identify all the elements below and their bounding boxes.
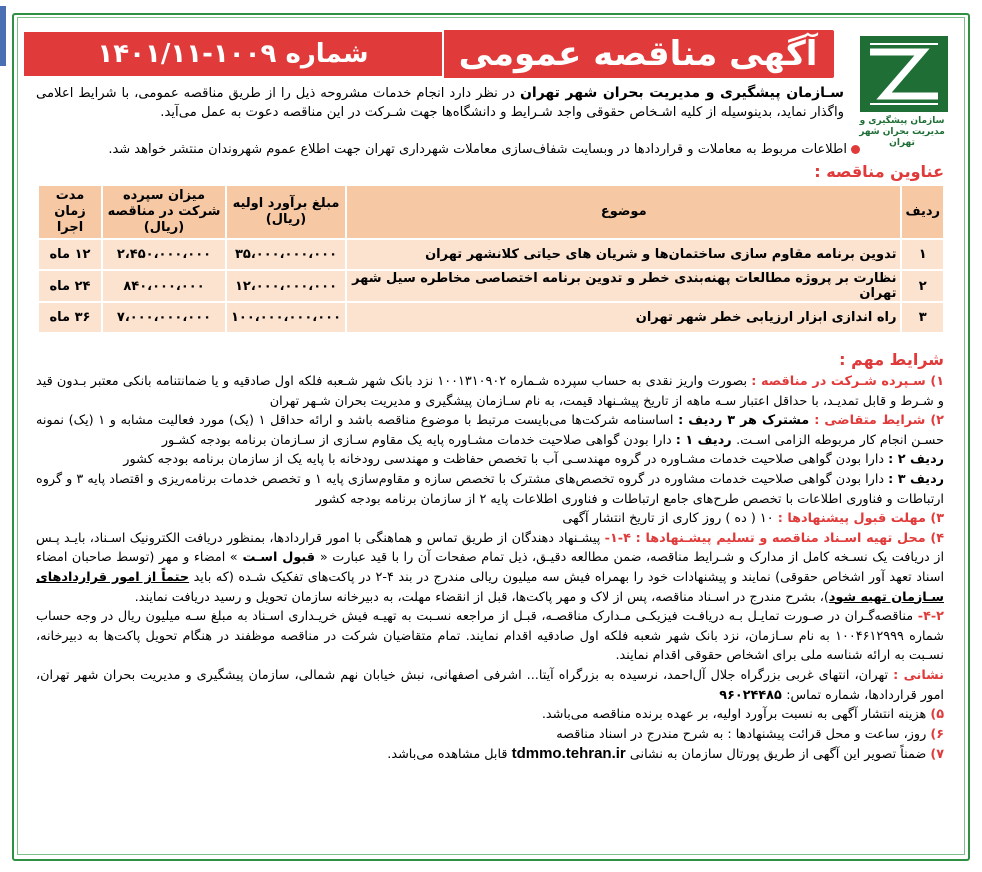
logo-caption-line2: مدیریت بحران شهر تهران	[859, 127, 945, 148]
row-number: ۱	[902, 240, 943, 269]
row-deposit: ۲،۴۵۰،۰۰۰،۰۰۰	[103, 240, 225, 269]
condition-address	[36, 666, 944, 705]
logo-caption	[856, 116, 948, 149]
table-row	[39, 271, 943, 301]
condition-4-1-text3: )، بشرح مندرج در اسـناد مناقصه، پس از لاک و مهر پاکت‌ها، قبل از انقضاء مهلت، به دبیرخانه سازمان تحویل و رسید دریافت نمایند.	[134, 589, 829, 605]
row-estimate: ۱۲،۰۰۰،۰۰۰،۰۰۰	[227, 271, 345, 301]
condition-address-text: تهران، انتهای غربی بزرگراه جلال آل‌احمد، نرسیده به بزرگراه آیتا... اشرفی اصفهانی، نبش خیابان نهم شمالی، سازمان پیشگیری و مدیریت بحران شهر تهران، امور قراردادها، شماره تماس:	[36, 667, 944, 703]
condition-row2	[36, 450, 944, 470]
condition-4-2-text: مناقصه‌گـران در صـورت تمایـل بـه دریافـت فیزیکـی مـدارک مناقصـه، قبـل از مراجعه نسـبت به تهیـه فیش خریـداری اسـناد به مبلغ سـه میلیون ریال در وجه حساب شماره ۱۰۰۴۶۱۲۹۹۹ به نام سـازمان، نزد بانک شهر شعبه فلکه اول صادقیه اقدام نمایند. تمام متقاضیان شرکت در مناقصه موظفند در هنگام تحویل پاکت‌ها به دبیرخانه، نسـبت به ارائه شناسه ملی برای اشخاص حقوقی اقدام نمایند.	[36, 609, 944, 664]
intro-text: در نظر دارد انجام خدمات مشروحه ذیل را از طریق مناقصه عمومی، با شرایط اعلامی واگذار نماید، بدینوسیله از کلیه اشـخاص حقوقی واجد شـرایط و دانشگاه‌ها جهت شـرکت در این مناقصه دعوت به عمل می‌آید.	[36, 86, 844, 120]
condition-portal-text2: قابل مشاهده می‌باشد.	[387, 747, 512, 763]
condition-4-1-text: پیشـنهاد دهندگان از طریق تماس و هماهنگی با امور قراردادها، بمنظور دریافت الکترونیک اسـناد، بایـد پـس از دریافت یک نسـخه کامل از مدارک و شـرایط مناقصه، ضمن مطالعه دقیـق، ذیل تمام صفحات آن را با قید عبارت «	[36, 530, 944, 566]
table-row	[39, 303, 943, 332]
organization-logo	[856, 36, 948, 148]
organization-name: سـازمان پیشگیری و مدیریت بحران شهر تهران	[519, 85, 844, 101]
title-banner	[24, 30, 834, 78]
row-duration: ۱۲ ماه	[39, 240, 101, 269]
condition-4-1-underlined: حتماً از امور قراردادهای سـازمان تهیه شود	[36, 569, 944, 605]
row-estimate: ۱۰۰،۰۰۰،۰۰۰،۰۰۰	[227, 303, 345, 332]
condition-cost-text: هزینه انتشار آگهی به نسبت برآورد اولیه، بر عهده برنده مناقصه می‌باشد.	[541, 707, 931, 723]
condition-cost	[36, 705, 944, 725]
table-row	[39, 240, 943, 269]
condition-deadline-text: ۱۰ ( ده ) روز کاری از تاریخ انتشار آگهی	[562, 511, 778, 527]
condition-row3-label: ردیف ۳ :	[888, 471, 945, 487]
row-subject: تدوین برنامه مقاوم سازی ساختمان‌ها و شریان های حیاتی کلانشهر تهران	[347, 240, 900, 269]
title-separator	[442, 30, 444, 78]
intro-paragraph	[36, 84, 844, 122]
condition-deposit	[36, 372, 944, 411]
table-header-row	[39, 186, 943, 238]
page-edge-strip	[0, 6, 6, 66]
condition-row3	[36, 470, 944, 509]
condition-row1-label: ردیف ۱ :	[675, 432, 737, 448]
header-subject: موضوع	[347, 186, 900, 238]
portal-url[interactable]: tdmmo.tehran.ir	[511, 745, 626, 763]
transparency-note-text: اطلاعات مربوط به معاملات و قراردادها در وبسایت شفاف‌سازی معاملات شهرداری تهران جهت اطلاع عموم شهروندان منتشر خواهد شد.	[108, 142, 847, 157]
condition-address-label: نشانی :	[893, 667, 944, 683]
condition-portal-label: ۷)	[930, 747, 944, 763]
condition-row2-label: ردیف ۲ :	[888, 452, 944, 468]
condition-row2-text: دارا بودن گواهی صلاحیت خدمات مشـاوره در گروه مهندسـی آب با تخصص حفاظت و مهندسی رودخانه با پایه یک از سازمان برنامه بودجه کشور	[123, 452, 889, 468]
zigzag-z-logo-icon	[860, 36, 948, 112]
row-subject: نظارت بر پروژه مطالعات پهنه‌بندی خطر و تدوین برنامه اختصاصی مخاطره سیل شهر تهران	[347, 271, 900, 301]
condition-deposit-label: ۱) سـپرده شـرکت در مناقصه :	[751, 374, 944, 389]
conditions-section-title: شرایط مهم :	[839, 350, 944, 369]
condition-applicant-label: ۲) شرایط متقاضی :	[814, 413, 944, 429]
condition-portal	[36, 744, 944, 765]
condition-4-2-label: ۴-۲-	[917, 609, 944, 625]
tenders-section-title: عناوین مناقصه :	[814, 162, 944, 181]
condition-phone: ۹۶۰۲۴۴۸۵	[719, 687, 787, 703]
red-bullet-icon	[851, 145, 860, 154]
condition-cost-label: ۵)	[930, 707, 944, 723]
row-estimate: ۳۵،۰۰۰،۰۰۰،۰۰۰	[227, 240, 345, 269]
row-duration: ۲۴ ماه	[39, 271, 101, 301]
header-deposit: میزان سپرده شرکت در مناقصه (ریال)	[103, 186, 225, 238]
condition-opening	[36, 725, 944, 745]
transparency-note	[36, 141, 860, 159]
condition-opening-label: ۶)	[930, 726, 944, 742]
condition-row1-text: دارا بودن گواهی صلاحیت خدمات مشـاوره پایه یک مقاوم سـازی از سـازمان برنامه بودجه کشـور	[161, 432, 676, 448]
condition-4-1-text2: » امضاء و مهر (توسط صاحبان امضاء اسناد تعهد آور اشخاص حقوقی) نمایند و پیشنهادات خود را بهمراه فیش سه میلیون ریالی مندرج در بند ۴-۲ در پاکت‌های تفکیک شـده (که باید	[36, 550, 944, 585]
header-estimate: مبلغ برآورد اولیه (ریال)	[227, 186, 345, 238]
tender-number: شماره ۱۰۰۹-۱۴۰۱/۱۱	[24, 32, 442, 76]
row-subject: راه اندازی ابزار ارزیابی خطر شهر تهران	[347, 303, 900, 332]
conditions-list	[36, 372, 944, 765]
condition-accept-phrase: قبول اسـت	[237, 550, 320, 566]
row-deposit: ۷،۰۰۰،۰۰۰،۰۰۰	[103, 303, 225, 332]
announcement-title: آگهی مناقصه عمومی	[442, 30, 834, 78]
condition-applicant-text: اساسنامه شرکت‌ها می‌بایست مرتبط با موضوع مناقصه باشد و ارائه حداقل ۱ (یک) مورد فعالیت مشابه و ۱ (یک) نمونه حسـن انجام کار مربوطه الزامی اسـت.	[36, 413, 944, 448]
tender-table	[37, 184, 945, 334]
condition-documents	[36, 529, 944, 607]
condition-applicant	[36, 411, 944, 450]
row-number: ۲	[902, 271, 943, 301]
condition-row3-text: دارا بودن گواهی صلاحیت خدمات مشاوره در گروه تخصص‌های مشترک با تخصص سازه و مقاوم‌سازی پایه ۱ و تخصص خدمات برنامه‌ریزی و اقتصاد پایه ۳ و گروه ارتباطات و فناوری اطلاعات با تخصص طرح‌های جامع ارتباطات و فناوری اطلاعات پایه ۲ از سازمان برنامه بودجه کشور	[36, 471, 944, 507]
condition-deadline	[36, 509, 944, 529]
condition-opening-text: روز، ساعت و محل قرائت پیشنهادها : به شرح مندرج در اسناد مناقصه	[556, 726, 931, 742]
row-number: ۳	[902, 303, 943, 332]
row-deposit: ۸۴۰،۰۰۰،۰۰۰	[103, 271, 225, 301]
condition-deposit-text: بصورت واریز نقدی به حساب سپرده شـماره ۱۰۰۱۳۱۰۹۰۲ نزد بانک شهر شـعبه فلکه اول صادقیه و یا ضمانتنامه بانکی معتبر بـدون قید و شـرط و قابل تمدیـد، با حداقل اعتبار سـه ماهه از تاریخ پیشـنهاد قیمت، به نام سـازمان پیشگیری و مدیریت بحران شـهر تهران	[36, 374, 944, 409]
condition-4-1-label: ۴-۱-	[604, 530, 636, 546]
condition-deadline-label: ۳) مهلت قبول پیشنهادها :	[777, 511, 944, 527]
condition-portal-text: ضمناً تصویر این آگهی از طریق پورتال سازمان به نشانی	[625, 747, 931, 763]
condition-4-2	[36, 607, 944, 666]
logo-caption-line1: سازمان پیشگیری و	[859, 116, 945, 126]
header-duration: مدت زمان اجرا	[39, 186, 101, 238]
row-duration: ۳۶ ماه	[39, 303, 101, 332]
condition-common-label: مشترک هر ۳ ردیف :	[678, 413, 815, 429]
condition-documents-label: ۴) محل تهیه اسـناد مناقصه و تسلیم پیشـنهادها :	[635, 530, 945, 546]
header-row-number: ردیف	[902, 186, 943, 238]
